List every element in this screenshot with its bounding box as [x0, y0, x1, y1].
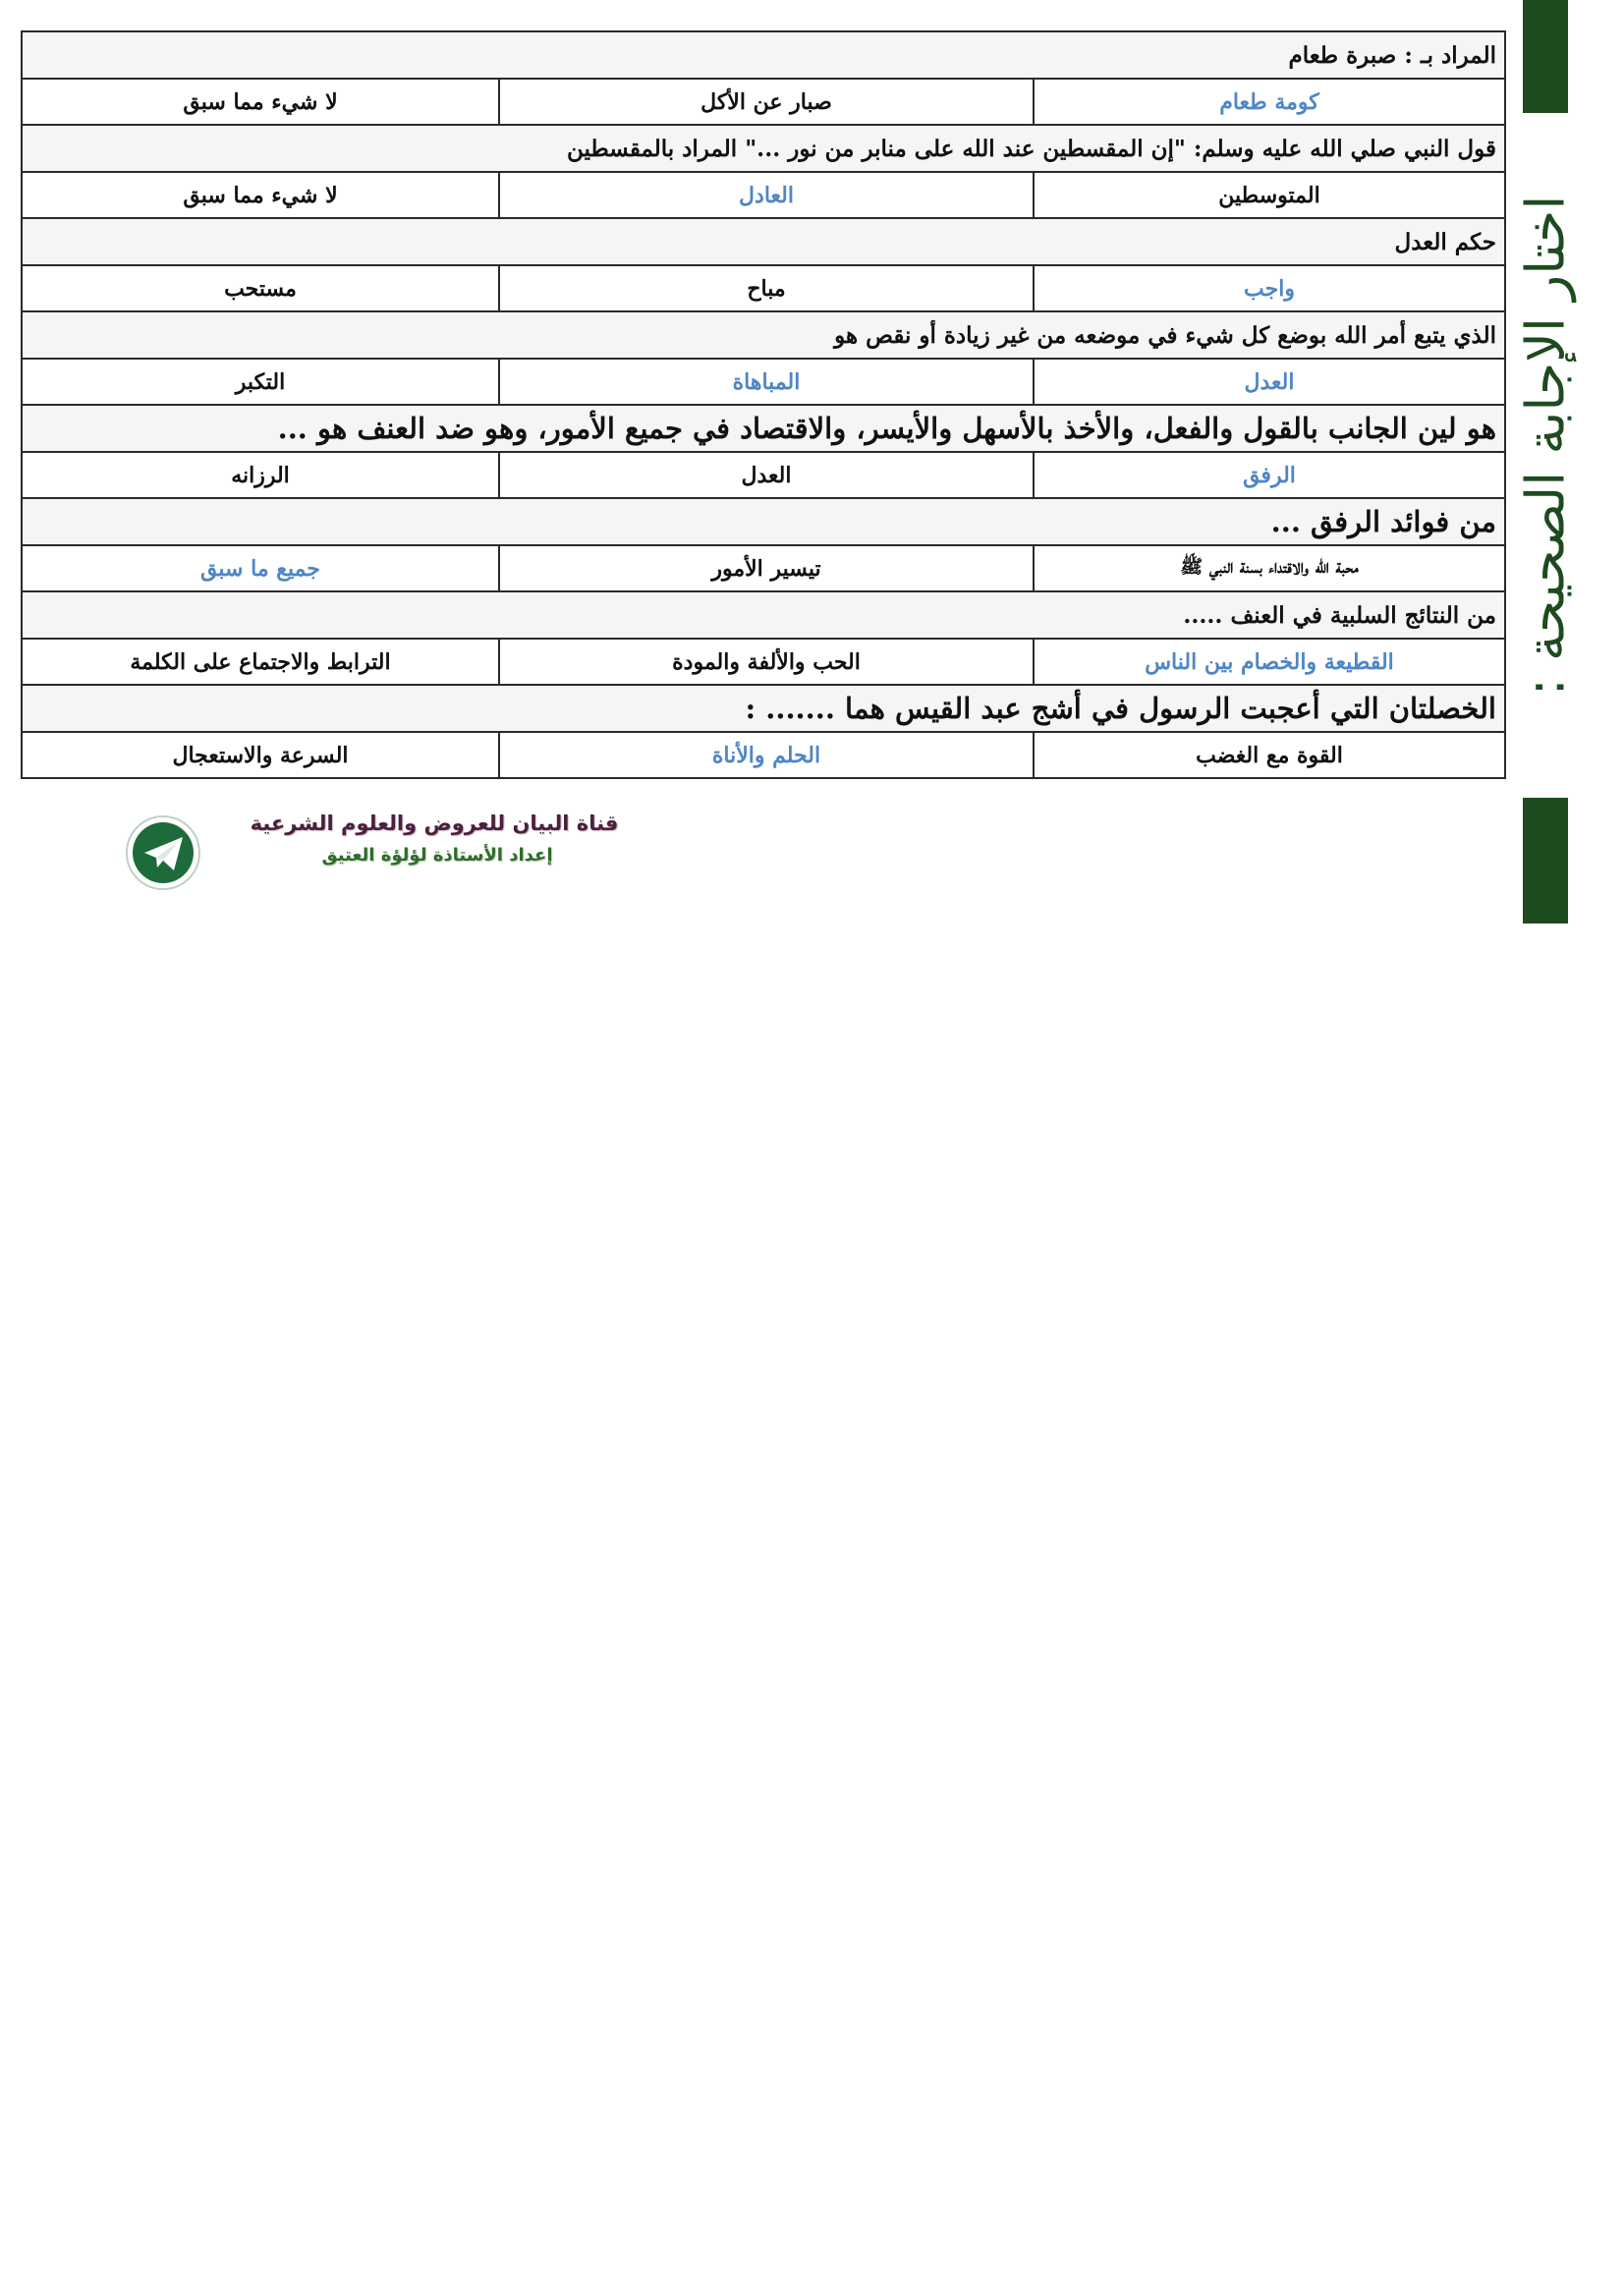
answer-option[interactable]: القوة مع الغضب [1034, 732, 1505, 778]
answer-option[interactable]: السرعة والاستعجال [22, 732, 499, 778]
question-prompt: الخصلتان التي أعجبت الرسول في أشج عبد القيس هما ....... : [22, 685, 1505, 732]
answer-option[interactable]: تيسير الأمور [499, 545, 1034, 591]
question-row [22, 311, 1505, 359]
answer-row [22, 545, 1505, 591]
answer-option[interactable]: لا شيء مما سبق [22, 172, 499, 218]
question-prompt: من فوائد الرفق ... [22, 498, 1505, 545]
answer-option-correct[interactable]: الحلم والأناة [499, 732, 1034, 778]
answer-option-correct[interactable]: كومة طعام [1034, 79, 1505, 125]
paper-plane-icon [141, 833, 187, 874]
question-prompt: المراد بـ : صبرة طعام [22, 31, 1505, 79]
answer-option[interactable]: صبار عن الأكل [499, 79, 1034, 125]
answer-option-correct[interactable]: واجب [1034, 265, 1505, 311]
answer-option[interactable]: مستحب [22, 265, 499, 311]
question-row [22, 31, 1505, 79]
sidebar-title [1497, 195, 1594, 696]
question-row [22, 685, 1505, 732]
answer-option[interactable]: الحب والألفة والمودة [499, 639, 1034, 685]
question-prompt: هو لين الجانب بالقول والفعل، والأخذ بالأسهل والأيسر، والاقتصاد في جميع الأمور، وهو ضد العنف هو ... [22, 405, 1505, 452]
sidebar-title-text: اختار الإجابة الصحيحة : [1514, 195, 1577, 696]
question-row [22, 405, 1505, 452]
telegram-icon[interactable] [126, 815, 200, 890]
answer-option-correct[interactable]: القطيعة والخصام بين الناس [1034, 639, 1505, 685]
answer-option[interactable]: الرزانه [22, 452, 499, 498]
answer-option[interactable]: محبة الله والاقتداء بسنة النبي ﷺ [1034, 545, 1505, 591]
answer-row [22, 359, 1505, 405]
answer-option[interactable]: المباهاة [499, 359, 1034, 405]
answer-row [22, 172, 1505, 218]
answer-option-correct[interactable]: العادل [499, 172, 1034, 218]
question-row [22, 498, 1505, 545]
channel-name: قناة البيان للعروض والعلوم الشرعية [250, 812, 619, 835]
question-prompt: حكم العدل [22, 218, 1505, 265]
answer-option[interactable]: التكبر [22, 359, 499, 405]
question-prompt: قول النبي صلي الله عليه وسلم: "إن المقسطين عند الله على منابر من نور ..." المراد بالمقسطين [22, 125, 1505, 172]
question-row [22, 218, 1505, 265]
answer-option[interactable]: العدل [499, 452, 1034, 498]
answer-row [22, 452, 1505, 498]
question-row [22, 591, 1505, 639]
answer-option[interactable]: مباح [499, 265, 1034, 311]
answer-option-correct[interactable]: العدل [1034, 359, 1505, 405]
answer-option[interactable]: الترابط والاجتماع على الكلمة [22, 639, 499, 685]
answer-option[interactable]: لا شيء مما سبق [22, 79, 499, 125]
answer-option-correct[interactable]: الرفق [1034, 452, 1505, 498]
answer-row [22, 265, 1505, 311]
question-prompt: من النتائج السلبية في العنف ..... [22, 591, 1505, 639]
sidebar-accent-top [1523, 0, 1568, 113]
sidebar-accent-bottom [1523, 798, 1568, 924]
question-prompt: الذي يتبع أمر الله بوضع كل شيء في موضعه من غير زيادة أو نقص هو [22, 311, 1505, 359]
question-row [22, 125, 1505, 172]
answer-option-correct[interactable]: جميع ما سبق [22, 545, 499, 591]
answer-row [22, 79, 1505, 125]
author-credit: إعداد الأستاذة لؤلؤة العتيق [321, 845, 553, 866]
answer-row [22, 732, 1505, 778]
quiz-table [21, 30, 1506, 779]
answer-option[interactable]: المتوسطين [1034, 172, 1505, 218]
answer-row [22, 639, 1505, 685]
